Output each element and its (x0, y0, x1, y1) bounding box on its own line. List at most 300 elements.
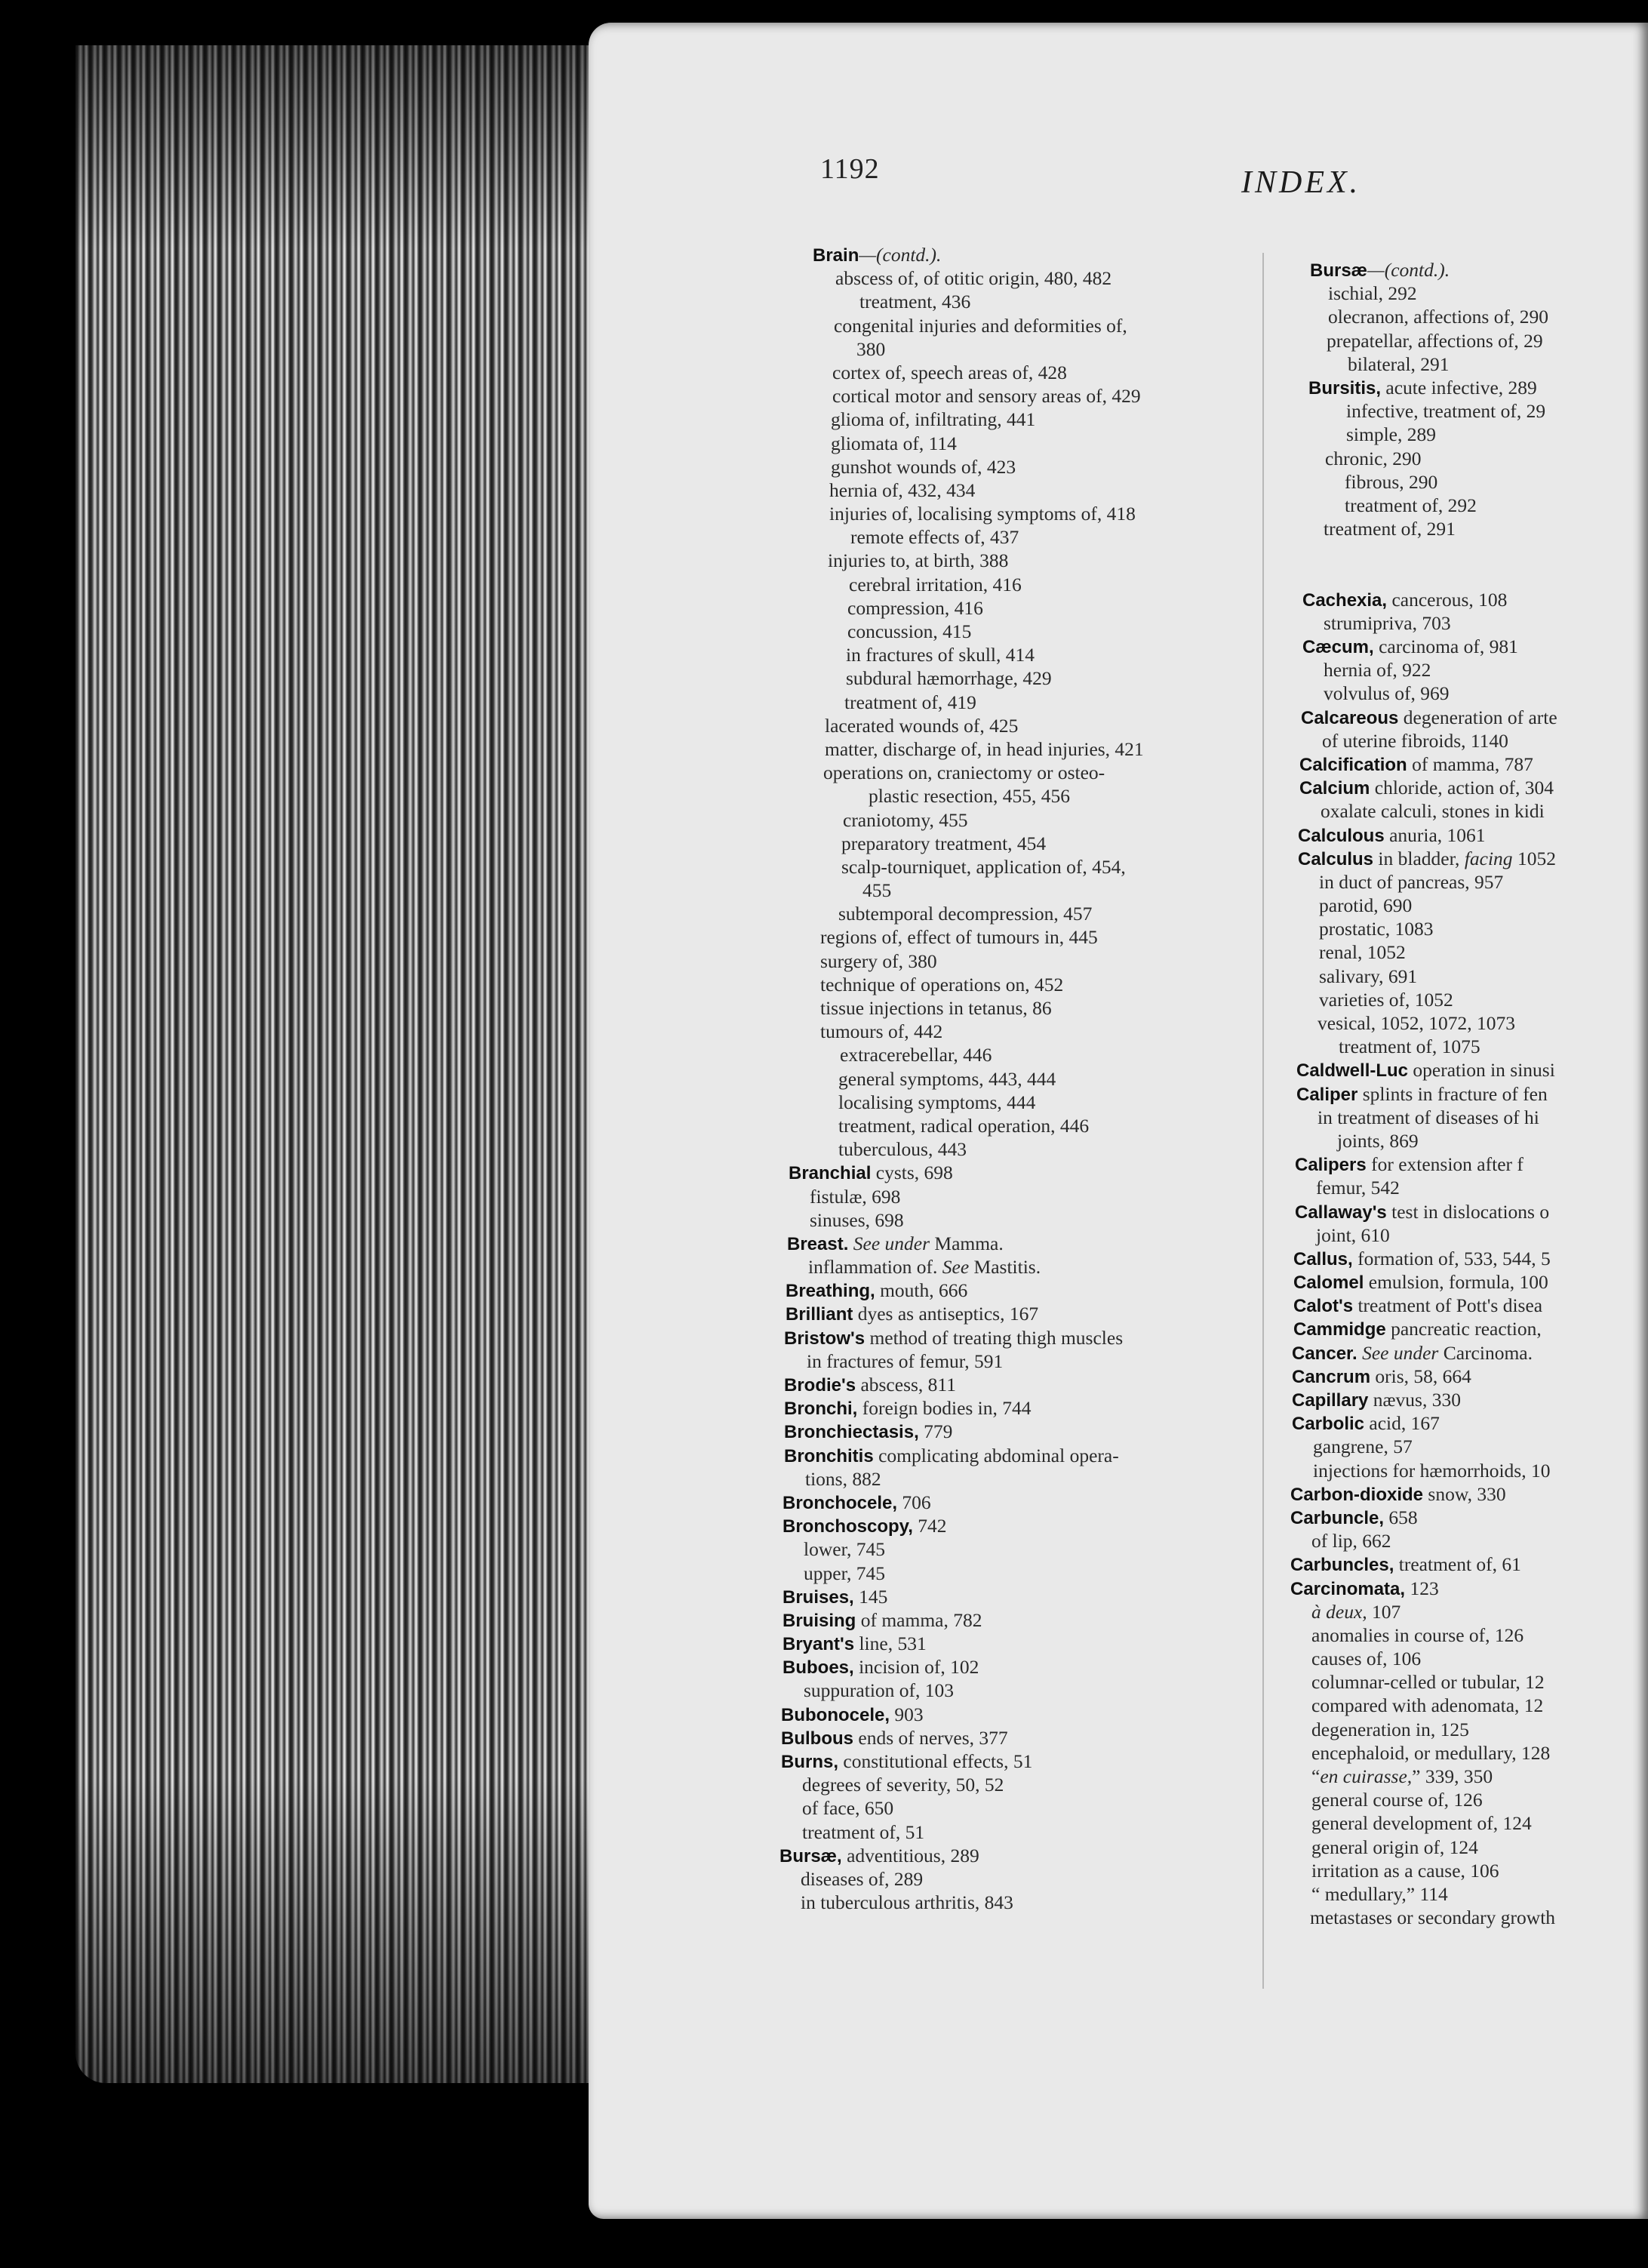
index-text: fibrous, 290 (1345, 470, 1438, 493)
index-entry (1290, 329, 1648, 352)
index-text: treatment of, 292 (1345, 494, 1477, 516)
index-text: degeneration in, 125 (1311, 1718, 1469, 1740)
index-entry (1290, 376, 1648, 399)
index-text: general symptoms, 443, 444 (838, 1067, 1056, 1090)
index-entry (773, 1232, 1256, 1255)
index-entry (1290, 1106, 1648, 1129)
index-entry (773, 1279, 1256, 1302)
index-text: strumipriva, 703 (1324, 611, 1451, 634)
index-text: complicating abdominal opera- (873, 1444, 1119, 1466)
index-text: degeneration of arte (1398, 706, 1557, 728)
index-term: Brain (813, 245, 859, 266)
index-term: Bursæ, (779, 1845, 842, 1866)
index-text: dyes as antiseptics, 167 (853, 1303, 1039, 1325)
index-term: Carbuncles, (1290, 1555, 1394, 1576)
index-text: chronic, 290 (1325, 447, 1422, 469)
index-text: snow, 330 (1423, 1482, 1506, 1505)
index-text: treatment of Pott's disea (1353, 1294, 1543, 1317)
index-text: joints, 869 (1337, 1129, 1419, 1152)
index-entry (1290, 1482, 1648, 1506)
index-entry (773, 620, 1256, 643)
index-text: oxalate calculi, stones in kidi (1321, 800, 1545, 823)
index-entry (1290, 917, 1648, 940)
index-entry (1290, 1317, 1648, 1340)
index-entry (773, 1514, 1256, 1537)
index-text: 1052 (1512, 847, 1556, 869)
index-text: injuries to, at birth, 388 (828, 549, 1009, 572)
index-entry (773, 879, 1256, 902)
index-text: joint, 610 (1316, 1223, 1390, 1246)
index-entry (773, 1185, 1256, 1208)
index-italic: —(contd.). (859, 244, 942, 266)
index-term: Bursæ (1310, 260, 1368, 281)
index-text: glioma of, infiltrating, 441 (831, 408, 1036, 431)
index-entry (1290, 1365, 1648, 1388)
index-text: in treatment of diseases of hi (1317, 1106, 1539, 1128)
index-text: foreign bodies in, 744 (857, 1397, 1032, 1420)
index-entry (1290, 1577, 1648, 1600)
index-term: Burns, (781, 1752, 839, 1772)
index-entry (773, 1326, 1256, 1349)
index-entry (773, 1373, 1256, 1396)
index-text: inflammation of. (808, 1256, 942, 1279)
index-entry (773, 455, 1256, 479)
index-entry (1290, 611, 1648, 635)
index-entry (1290, 847, 1648, 870)
index-term: Bruises, (782, 1586, 854, 1608)
index-term: Bronchocele, (782, 1492, 898, 1513)
index-term: Bruising (782, 1610, 856, 1631)
index-entry (773, 832, 1256, 855)
index-entry (1290, 1859, 1648, 1882)
index-term: Capillary (1292, 1390, 1369, 1411)
index-entry (1290, 1600, 1648, 1623)
index-entry (773, 1679, 1256, 1702)
index-entry (1290, 1058, 1648, 1082)
index-entry (773, 714, 1256, 737)
index-entry (1290, 1811, 1648, 1835)
index-text: suppuration of, 103 (804, 1679, 955, 1702)
index-text: extracerebellar, 446 (840, 1044, 992, 1066)
index-entry (1290, 823, 1648, 847)
index-text: scalp-tourniquet, application of, 454, (841, 855, 1126, 878)
index-text: diseases of, 289 (801, 1867, 924, 1890)
index-entry (773, 1820, 1256, 1844)
index-entry (773, 525, 1256, 549)
index-entry (773, 1067, 1256, 1091)
index-entry (1290, 894, 1648, 917)
index-text: matter, discharge of, in head injuries, 421 (825, 737, 1144, 760)
index-term: Carbon-dioxide (1290, 1484, 1424, 1505)
index-text: volvulus of, 969 (1324, 682, 1450, 705)
index-entry (773, 1208, 1256, 1232)
index-term: Brodie's (784, 1375, 856, 1396)
index-entry (773, 479, 1256, 502)
index-column-right (1290, 258, 1648, 1929)
index-entry (1290, 1223, 1648, 1247)
index-text: 779 (918, 1420, 953, 1443)
page-edges (75, 45, 604, 2083)
index-entry (773, 1867, 1256, 1891)
index-entry (773, 1161, 1256, 1184)
index-entry (773, 1467, 1256, 1491)
index-text: splints in fracture of fen (1357, 1082, 1548, 1105)
index-text: treatment, radical operation, 446 (838, 1114, 1090, 1137)
index-entry (773, 1302, 1256, 1325)
index-italic: en cuirasse, (1320, 1765, 1413, 1787)
index-text: subtemporal decompression, 457 (838, 903, 1093, 925)
index-text: injections for hæmorrhoids, 10 (1313, 1459, 1551, 1482)
index-text: general origin of, 124 (1311, 1836, 1478, 1858)
index-entry (773, 949, 1256, 973)
index-entry (1290, 1694, 1648, 1717)
index-entry (1290, 799, 1648, 823)
index-term: Brilliant (786, 1304, 853, 1325)
index-entry (1290, 352, 1648, 376)
index-term: Bronchi, (784, 1399, 858, 1420)
index-entry (1290, 1553, 1648, 1576)
index-entry (1290, 1270, 1648, 1294)
index-text: formation of, 533, 544, 5 (1352, 1247, 1551, 1269)
index-text: causes of, 106 (1311, 1648, 1422, 1670)
column-divider (1262, 253, 1264, 1989)
index-entry (773, 973, 1256, 996)
index-entry (773, 408, 1256, 431)
index-entry (773, 761, 1256, 784)
index-text: varieties of, 1052 (1319, 988, 1453, 1011)
index-text: 742 (912, 1515, 947, 1537)
index-text: of mamma, 782 (856, 1608, 982, 1631)
index-entry (773, 1043, 1256, 1066)
index-term: Calculus (1298, 848, 1374, 869)
index-entry (773, 902, 1256, 925)
index-entry (773, 337, 1256, 361)
index-entry (1290, 1247, 1648, 1270)
index-text: of uterine fibroids, 1140 (1322, 729, 1508, 752)
index-entry (1290, 1176, 1648, 1199)
index-entry (773, 1091, 1256, 1114)
index-entry (1290, 517, 1648, 540)
index-entry (1290, 1459, 1648, 1482)
index-text: hernia of, 922 (1324, 659, 1431, 682)
index-term: Cancrum (1292, 1366, 1371, 1387)
index-entry (773, 266, 1256, 290)
index-text: abscess, 811 (856, 1374, 956, 1396)
index-text: concussion, 415 (847, 620, 972, 642)
index-entry (1290, 1294, 1648, 1317)
index-entry (773, 573, 1256, 596)
index-text: test in dislocations o (1386, 1200, 1550, 1223)
index-term: Cachexia, (1302, 589, 1388, 611)
index-entry (1290, 1411, 1648, 1435)
index-term: Bronchiectasis, (784, 1422, 919, 1443)
index-text: in tuberculous arthritis, 843 (801, 1891, 1013, 1914)
index-text: upper, 745 (804, 1562, 886, 1584)
index-entry (1290, 1082, 1648, 1106)
index-entry (773, 549, 1256, 572)
index-entry (773, 1655, 1256, 1679)
index-text: for extension after f (1366, 1153, 1523, 1176)
index-entry (1290, 494, 1648, 517)
index-entry (773, 290, 1256, 313)
index-text: constitutional effects, 51 (838, 1750, 1033, 1772)
index-term: Calipers (1295, 1155, 1367, 1176)
index-entry (773, 1444, 1256, 1467)
index-text: acid, 167 (1364, 1412, 1440, 1435)
index-entry (773, 314, 1256, 337)
index-entry (773, 1255, 1256, 1279)
index-text: 658 (1384, 1506, 1418, 1528)
index-text: gliomata of, 114 (831, 432, 957, 454)
index-entry (773, 1585, 1256, 1608)
index-entry (1290, 658, 1648, 682)
index-text: congenital injuries and deformities of, (834, 314, 1127, 337)
index-text: fistulæ, 698 (810, 1185, 901, 1208)
index-text: preparatory treatment, 454 (841, 832, 1047, 854)
index-text: lower, 745 (804, 1538, 886, 1561)
index-text: simple, 289 (1346, 423, 1436, 446)
index-entry (773, 1608, 1256, 1632)
index-entry (1290, 1506, 1648, 1529)
index-text: 107 (1367, 1600, 1401, 1623)
index-entry (1290, 1129, 1648, 1152)
index-entry (1290, 1152, 1648, 1176)
index-entry (773, 691, 1256, 714)
index-term: Calot's (1293, 1296, 1354, 1317)
index-text: treatment of, 1075 (1339, 1036, 1480, 1058)
index-entry (1290, 870, 1648, 894)
index-text: Carcinoma. (1438, 1341, 1533, 1364)
index-text: of mamma, 787 (1407, 752, 1533, 775)
index-text: anuria, 1061 (1384, 823, 1486, 846)
index-text: incision of, 102 (853, 1656, 979, 1679)
index-text: Mastitis. (969, 1256, 1041, 1279)
index-text: prepatellar, affections of, 29 (1327, 329, 1543, 352)
index-entry (1290, 258, 1648, 282)
index-entry (773, 643, 1256, 666)
index-entry (1290, 1529, 1648, 1553)
index-text: oris, 58, 664 (1370, 1365, 1471, 1387)
index-text: lacerated wounds of, 425 (825, 714, 1019, 737)
index-entry (773, 1420, 1256, 1443)
index-text: chloride, action of, 304 (1370, 777, 1554, 799)
index-text: cysts, 698 (871, 1162, 953, 1184)
running-title: INDEX. (1241, 165, 1361, 200)
index-text: surgery of, 380 (820, 949, 937, 972)
index-entry (1290, 1623, 1648, 1647)
index-text: parotid, 690 (1319, 894, 1413, 917)
index-text: compression, 416 (847, 596, 983, 619)
index-text: localising symptoms, 444 (838, 1091, 1036, 1113)
index-text: Mamma. (930, 1232, 1004, 1254)
index-italic: See under (1362, 1341, 1439, 1364)
index-text: compared with adenomata, 12 (1311, 1694, 1544, 1717)
index-entry (1290, 965, 1648, 988)
index-entry (773, 243, 1256, 266)
index-column-left (773, 243, 1256, 1914)
index-entry (1290, 282, 1648, 305)
index-text: femur, 542 (1316, 1177, 1400, 1199)
index-term: Calcium (1299, 778, 1370, 799)
index-entry (773, 1491, 1256, 1514)
index-term: Callaway's (1295, 1202, 1387, 1223)
index-entry (773, 1137, 1256, 1161)
index-text: remote effects of, 437 (850, 526, 1019, 549)
index-text: hernia of, 432, 434 (829, 479, 976, 501)
index-text: cancerous, 108 (1387, 588, 1508, 611)
index-term: Breathing, (786, 1281, 875, 1302)
index-entry (773, 432, 1256, 455)
index-text: general course of, 126 (1311, 1789, 1483, 1811)
index-term: Branchial (789, 1163, 872, 1184)
index-entry (1290, 1435, 1648, 1458)
index-entry (1290, 1011, 1648, 1035)
index-text: in fractures of femur, 591 (807, 1349, 1004, 1372)
index-text: vesical, 1052, 1072, 1073 (1317, 1012, 1516, 1034)
index-text: plastic resection, 455, 456 (869, 785, 1070, 808)
index-text: acute infective, 289 (1381, 376, 1537, 399)
index-entry (1290, 988, 1648, 1011)
index-entry (1290, 1341, 1648, 1365)
index-entry (1290, 423, 1648, 446)
index-italic: —(contd.). (1367, 259, 1450, 281)
index-entry (773, 1020, 1256, 1043)
index-term: Callus, (1293, 1248, 1353, 1269)
index-text: 706 (897, 1491, 931, 1513)
index-text: cerebral irritation, 416 (849, 573, 1022, 595)
index-term: Buboes, (782, 1657, 854, 1679)
index-text: operations on, craniectomy or osteo- (823, 762, 1105, 784)
index-text: cortex of, speech areas of, 428 (832, 361, 1067, 383)
index-term: Cammidge (1293, 1319, 1386, 1340)
index-term: Calomel (1293, 1272, 1364, 1294)
index-entry (773, 1562, 1256, 1585)
index-text: tumours of, 442 (820, 1020, 943, 1043)
index-entry (1290, 1765, 1648, 1788)
index-text: “ (1311, 1765, 1321, 1787)
page-number: 1192 (820, 153, 880, 185)
index-entry (1290, 729, 1648, 752)
index-entry (773, 1726, 1256, 1749)
index-entry (773, 384, 1256, 408)
index-italic: See under (853, 1232, 930, 1254)
index-term: Breast. (787, 1233, 849, 1254)
index-text: treatment of, 61 (1394, 1553, 1521, 1576)
index-term: Bristow's (784, 1328, 866, 1349)
index-text: infective, treatment of, 29 (1346, 400, 1546, 423)
index-text: adventitious, 289 (841, 1844, 979, 1866)
index-text: sinuses, 698 (810, 1208, 904, 1231)
index-text: of lip, 662 (1311, 1530, 1391, 1553)
index-text: salivary, 691 (1319, 965, 1418, 987)
index-text: general development of, 124 (1311, 1812, 1532, 1835)
index-term: Bronchoscopy, (782, 1516, 913, 1537)
index-entry (1290, 1882, 1648, 1906)
index-entry (773, 596, 1256, 620)
index-text: tuberculous, 443 (838, 1138, 967, 1161)
index-text: tions, 882 (805, 1467, 881, 1490)
index-text: nævus, 330 (1368, 1389, 1461, 1411)
index-text: anomalies in course of, 126 (1311, 1623, 1524, 1646)
index-text: bilateral, 291 (1348, 352, 1450, 375)
index-entry (1290, 1906, 1648, 1929)
index-entry (1290, 706, 1648, 729)
index-text: ends of nerves, 377 (853, 1726, 1008, 1749)
index-text: olecranon, affections of, 290 (1328, 306, 1548, 328)
index-entry (1290, 1836, 1648, 1859)
index-term: Cancer. (1292, 1343, 1357, 1364)
index-entry (773, 855, 1256, 879)
index-entry (773, 502, 1256, 525)
index-text: craniotomy, 455 (843, 808, 968, 831)
index-entry (1290, 1788, 1648, 1811)
index-text: irritation as a cause, 106 (1311, 1859, 1499, 1882)
index-entry (1290, 682, 1648, 705)
index-entry (1290, 470, 1648, 494)
index-text: 123 (1405, 1577, 1439, 1599)
index-entry (773, 1703, 1256, 1726)
index-entry (773, 361, 1256, 384)
index-text: regions of, effect of tumours in, 445 (820, 926, 1098, 949)
index-text: gunshot wounds of, 423 (831, 455, 1016, 478)
index-entry (773, 1114, 1256, 1137)
index-text: abscess of, of otitic origin, 480, 482 (835, 267, 1112, 290)
index-entry (773, 737, 1256, 761)
index-text: “ medullary,” 114 (1311, 1882, 1448, 1905)
index-text: mouth, 666 (875, 1279, 968, 1302)
book-page (589, 23, 1648, 2219)
index-text: technique of operations on, 452 (820, 973, 1064, 996)
index-text: ischial, 292 (1328, 282, 1417, 305)
index-term: Caliper (1296, 1084, 1358, 1105)
index-term: Calcareous (1301, 707, 1399, 728)
index-term: Bryant's (782, 1634, 855, 1655)
index-text: operation in sinusi (1408, 1059, 1555, 1082)
index-entry (773, 996, 1256, 1020)
index-entry (773, 1891, 1256, 1914)
index-text: treatment, 436 (859, 291, 971, 313)
index-term: Bubonocele, (781, 1704, 890, 1725)
index-entry (1290, 752, 1648, 776)
index-text: prostatic, 1083 (1319, 918, 1434, 940)
index-entry (1290, 1200, 1648, 1223)
index-term: Carbolic (1292, 1414, 1365, 1435)
index-text: of face, 650 (802, 1797, 894, 1820)
index-text: emulsion, formula, 100 (1364, 1271, 1548, 1294)
index-term: Cæcum, (1302, 637, 1374, 657)
index-term: Calcification (1299, 754, 1407, 775)
index-entry (1290, 305, 1648, 328)
index-text: injuries of, localising symptoms of, 418 (829, 503, 1136, 525)
index-text: subdural hæmorrhage, 429 (846, 667, 1052, 690)
index-entry (773, 925, 1256, 949)
index-text: gangrene, 57 (1313, 1436, 1413, 1458)
index-text: in bladder, (1373, 847, 1465, 869)
index-text: tissue injections in tetanus, 86 (820, 997, 1052, 1019)
index-text: line, 531 (854, 1633, 927, 1655)
index-entry (773, 1396, 1256, 1420)
index-entry (773, 1632, 1256, 1655)
index-entry (773, 1773, 1256, 1796)
index-text: 903 (890, 1703, 924, 1725)
index-text: cortical motor and sensory areas of, 429 (832, 385, 1141, 408)
index-text: carcinoma of, 981 (1373, 635, 1518, 657)
index-text: 145 (853, 1585, 888, 1608)
index-text: encephaloid, or medullary, 128 (1311, 1741, 1551, 1764)
index-text: treatment of, 51 (802, 1820, 925, 1843)
index-text: 455 (862, 879, 892, 902)
index-text: ” 339, 350 (1412, 1765, 1493, 1787)
